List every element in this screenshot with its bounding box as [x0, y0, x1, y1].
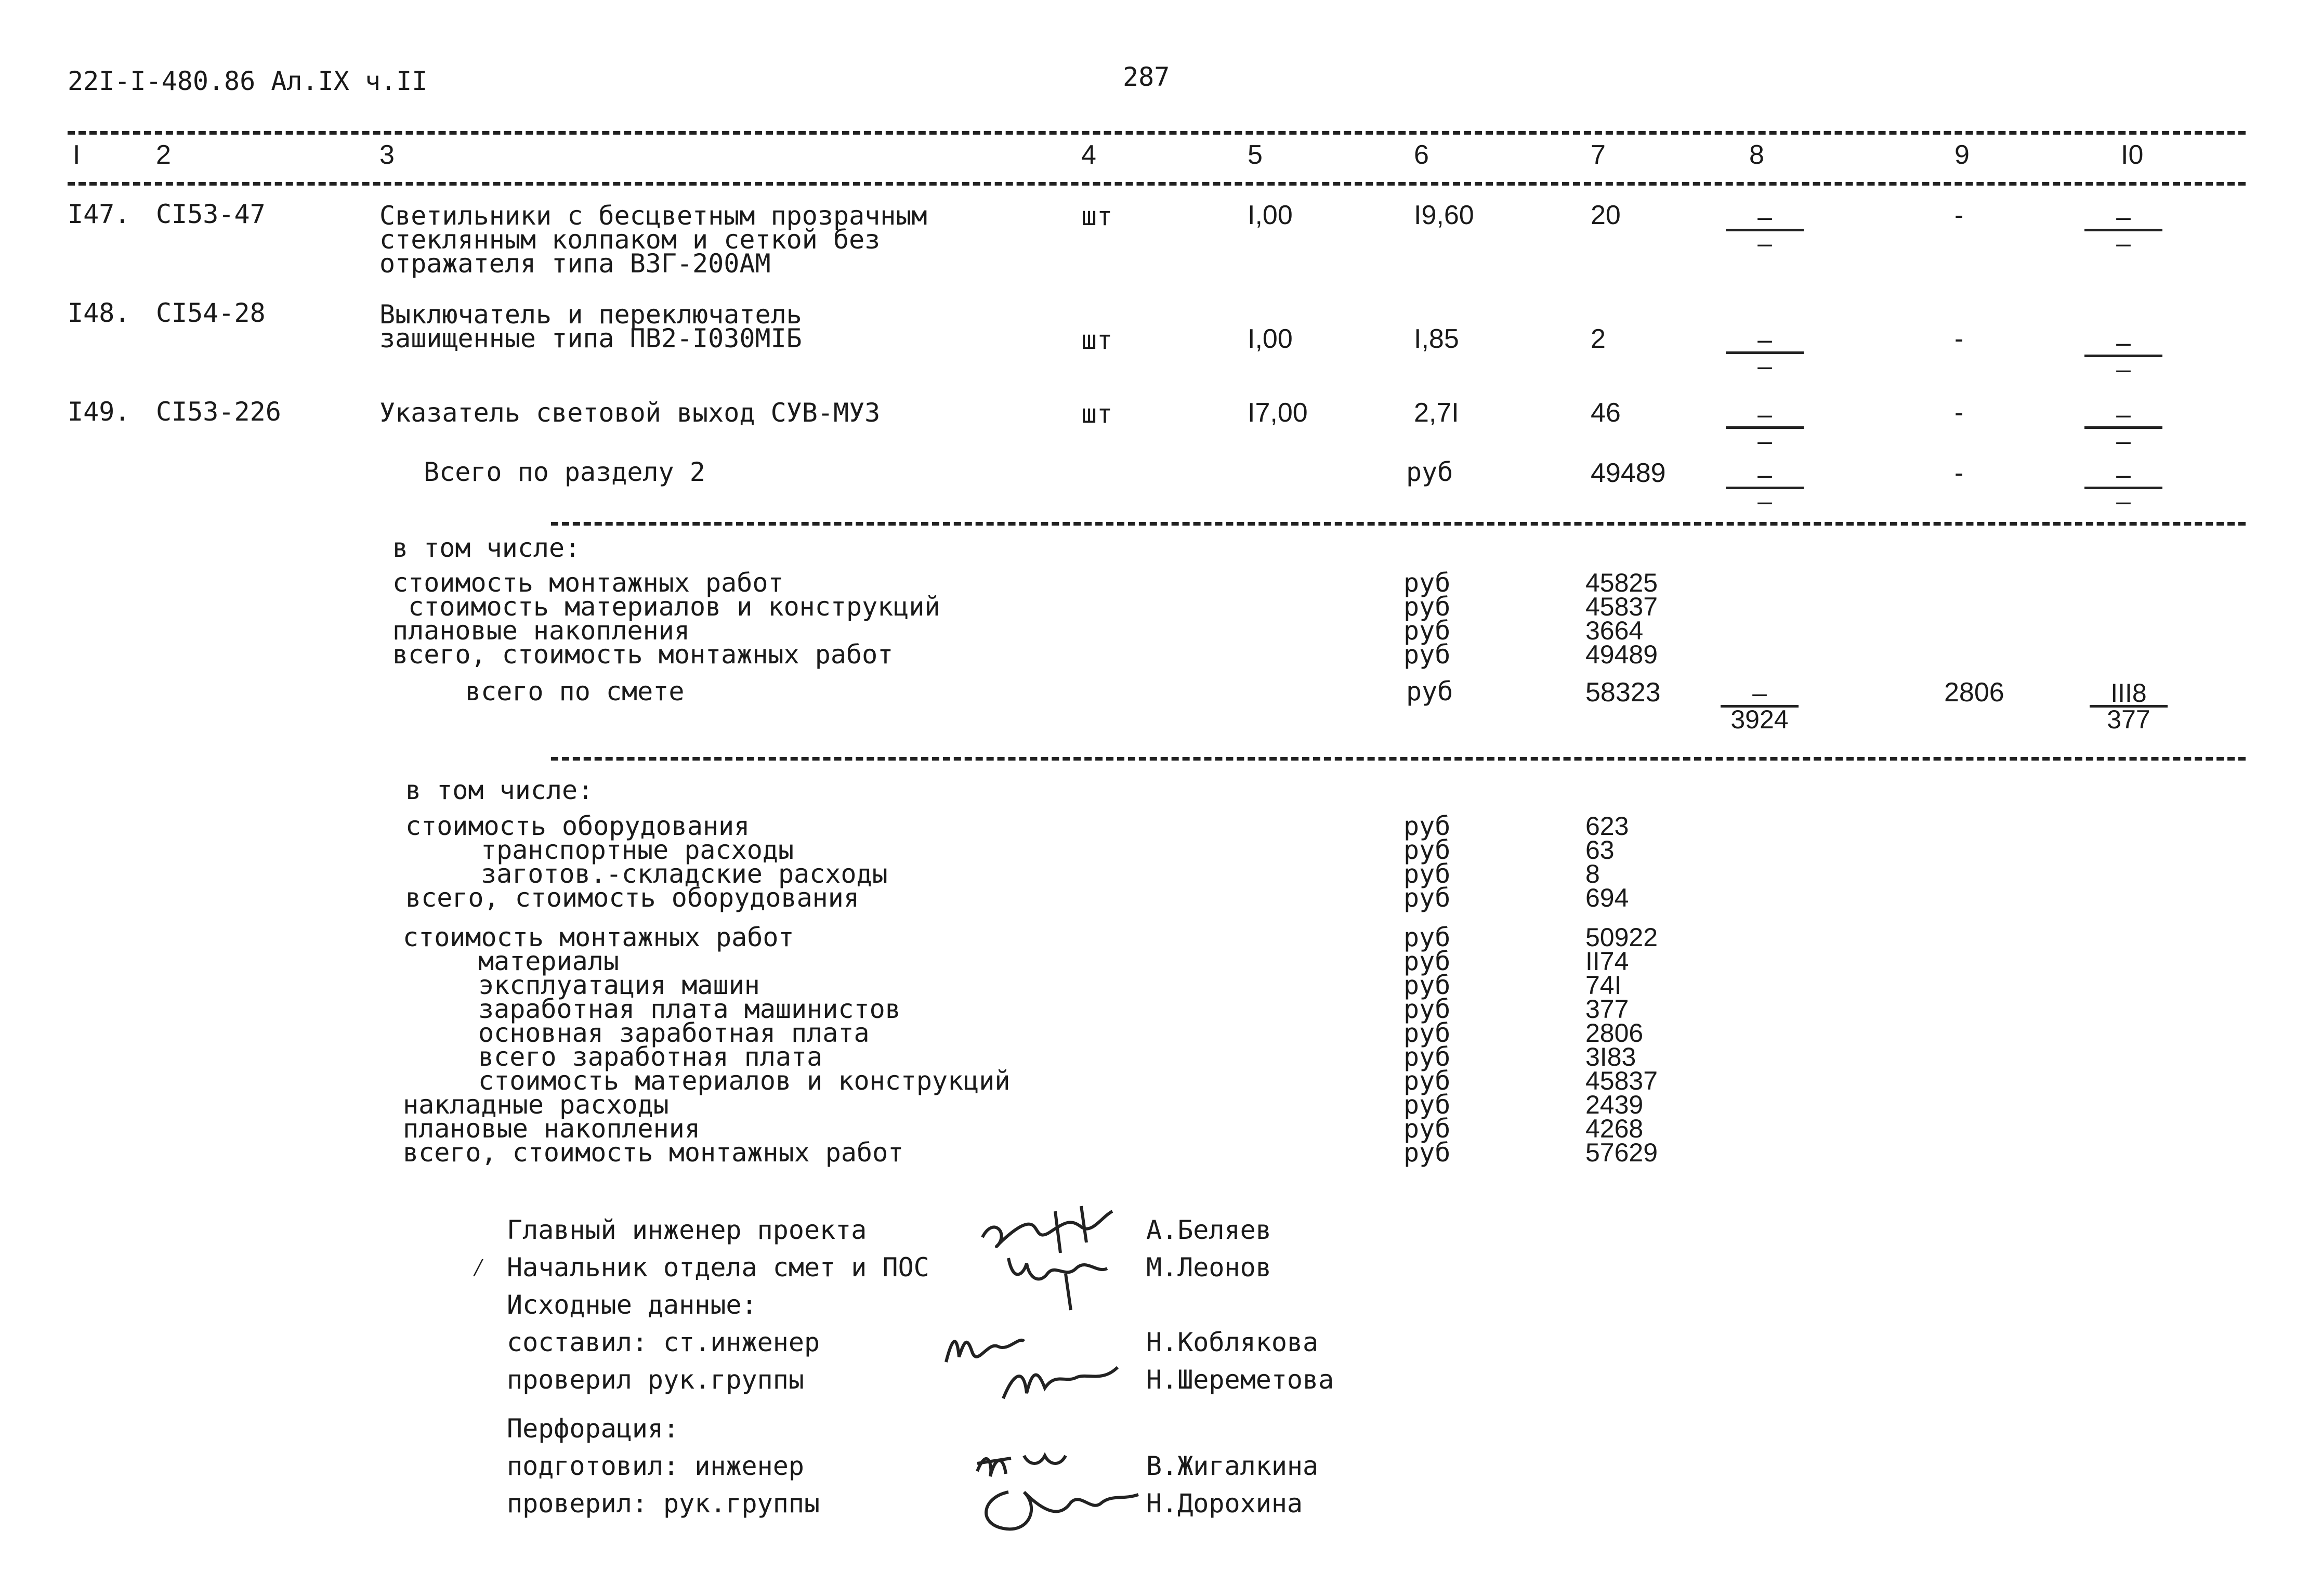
signature-role-label: составил: ст.инженер: [507, 1327, 820, 1357]
section-total-label: Всего по разделу 2: [424, 457, 705, 487]
page-number: 287: [1123, 62, 1170, 92]
breakdown-units: руб руб руб руб: [1403, 568, 1451, 670]
row-code: CI54-28: [156, 298, 266, 328]
row-col10-fraction: – –: [2084, 205, 2162, 255]
row-number: I49.: [68, 397, 130, 427]
grand-total-value: 58323: [1585, 677, 1661, 708]
list-item: стоимость материалов и конструкций: [392, 592, 940, 622]
breakdown-heading: в том числе:: [392, 533, 581, 563]
signature-role-label: подготовил: инженер: [507, 1451, 804, 1481]
row-quantity: I,00: [1248, 200, 1293, 230]
row-number: I47.: [68, 199, 130, 229]
breakdown-values: 50922 II74 74I 377 2806 3I83 45837 2439 4268 57629: [1585, 923, 1658, 1167]
section-total-col10: – –: [2084, 463, 2162, 513]
row-col9: -: [1954, 398, 1964, 428]
breakdown-labels: [392, 568, 940, 670]
list-item: накладные расходы: [403, 1090, 669, 1120]
checkmark-icon: ⁄: [470, 1252, 487, 1283]
list-item: стоимость оборудования: [405, 811, 750, 841]
list-item: всего, стоимость монтажных работ: [392, 639, 894, 670]
breakdown-labels: [403, 922, 1011, 1168]
handwritten-signature: [977, 1196, 1154, 1320]
grand-total-col8: – 3924: [1721, 681, 1799, 731]
column-header: I0: [2121, 140, 2144, 170]
list-item: заработная плата машинистов: [478, 994, 901, 1024]
grand-total-unit: руб: [1406, 676, 1453, 707]
signature-role-label: проверил рук.группы: [507, 1365, 804, 1395]
list-item: материалы: [478, 946, 619, 976]
column-header: 5: [1248, 140, 1263, 170]
row-col8-fraction: – –: [1726, 328, 1804, 378]
row-code: CI53-47: [156, 199, 266, 229]
breakdown-labels: [405, 811, 888, 913]
section-total-value: 49489: [1591, 458, 1666, 488]
row-total: 20: [1591, 200, 1621, 230]
section-total-unit: руб: [1406, 457, 1453, 487]
list-item: транспортные расходы: [481, 835, 794, 865]
section-divider: [551, 522, 2246, 526]
row-quantity: I7,00: [1248, 398, 1308, 428]
row-col9: -: [1954, 200, 1964, 230]
signature-name: М.Леонов: [1146, 1252, 1271, 1283]
section-divider: [551, 757, 2246, 761]
row-total: 2: [1591, 324, 1606, 354]
list-item: всего заработная плата: [478, 1042, 823, 1072]
row-col10-fraction: – –: [2084, 402, 2162, 453]
column-header: 2: [156, 140, 171, 170]
column-header: 8: [1749, 140, 1764, 170]
list-item: стоимость монтажных работ: [392, 568, 784, 598]
row-unit: шт: [1081, 325, 1113, 355]
grand-total-label: всего по смете: [465, 676, 685, 707]
column-header: 4: [1081, 140, 1096, 170]
signature-name: В.Жигалкина: [1146, 1451, 1319, 1481]
signature-role-label: Главный инженер проекта: [507, 1215, 867, 1245]
list-item: всего, стоимость монтажных работ: [403, 1137, 904, 1168]
column-header: 9: [1954, 140, 1970, 170]
breakdown-heading: в том числе:: [405, 775, 594, 805]
list-item: стоимость монтажных работ: [403, 922, 794, 952]
signature-section-label: Перфорация:: [507, 1414, 679, 1444]
row-number: I48.: [68, 298, 130, 328]
signature-name: Н.Дорохина: [1146, 1488, 1303, 1519]
signature-section-label: Исходные данные:: [507, 1290, 757, 1320]
row-description: Светильники с бесцветным прозрачным стеклянным колпаком и сеткой без отражателя типа ВЗГ-200АМ: [379, 201, 927, 279]
grand-total-col10: III8 377: [2090, 681, 2168, 731]
signature-name: Н.Коблякова: [1146, 1327, 1319, 1357]
list-item: плановые накопления: [403, 1114, 700, 1144]
document-reference: 22I-I-480.86 Ал.IX ч.II: [68, 66, 428, 96]
section-total-col8: – –: [1726, 463, 1804, 513]
row-price: I9,60: [1414, 200, 1474, 230]
list-item: плановые накопления: [392, 616, 690, 646]
column-header: I: [73, 140, 81, 170]
row-col8-fraction: – –: [1726, 205, 1804, 255]
breakdown-units: руб руб руб руб: [1403, 811, 1451, 913]
row-col9: -: [1954, 324, 1964, 354]
row-price: I,85: [1414, 324, 1459, 354]
list-item: основная заработная плата: [478, 1018, 870, 1048]
row-unit: шт: [1081, 399, 1113, 429]
row-unit: шт: [1081, 201, 1113, 231]
signature-role-label: проверил: рук.группы: [507, 1488, 820, 1519]
row-quantity: I,00: [1248, 324, 1293, 354]
column-header: 7: [1591, 140, 1606, 170]
row-col8-fraction: – –: [1726, 402, 1804, 453]
signature-role-label: Начальник отдела смет и ПОС: [507, 1252, 929, 1283]
grand-total-col9: 2806: [1944, 677, 2004, 708]
handwritten-signature: [936, 1310, 1144, 1414]
row-description: Указатель световой выход СУВ-МУЗ: [379, 398, 881, 428]
list-item: заготов.-складские расходы: [481, 859, 888, 889]
signature-name: А.Беляев: [1146, 1215, 1271, 1245]
breakdown-values: 45825 45837 3664 49489: [1585, 568, 1658, 669]
column-header: 6: [1414, 140, 1429, 170]
header-bottom-divider: [68, 182, 2246, 186]
section-total-col9: -: [1954, 458, 1964, 488]
row-description: Выключатель и переключатель зашищенные типа ПВ2-I030МIБ: [379, 299, 802, 354]
list-item: эксплуатация машин: [478, 970, 760, 1000]
breakdown-values: 623 63 8 694: [1585, 812, 1629, 912]
row-code: CI53-226: [156, 397, 281, 427]
header-top-divider: [68, 131, 2246, 135]
row-price: 2,7I: [1414, 398, 1459, 428]
column-header: 3: [379, 140, 395, 170]
signature-name: Н.Шереметова: [1146, 1365, 1334, 1395]
row-total: 46: [1591, 398, 1621, 428]
handwritten-signature: [967, 1435, 1154, 1539]
row-col10-fraction: – –: [2084, 331, 2162, 381]
breakdown-units: руб руб руб руб руб руб руб руб руб руб: [1403, 922, 1451, 1168]
list-item: стоимость материалов и конструкций: [478, 1066, 1011, 1096]
list-item: всего, стоимость оборудования: [405, 883, 859, 913]
